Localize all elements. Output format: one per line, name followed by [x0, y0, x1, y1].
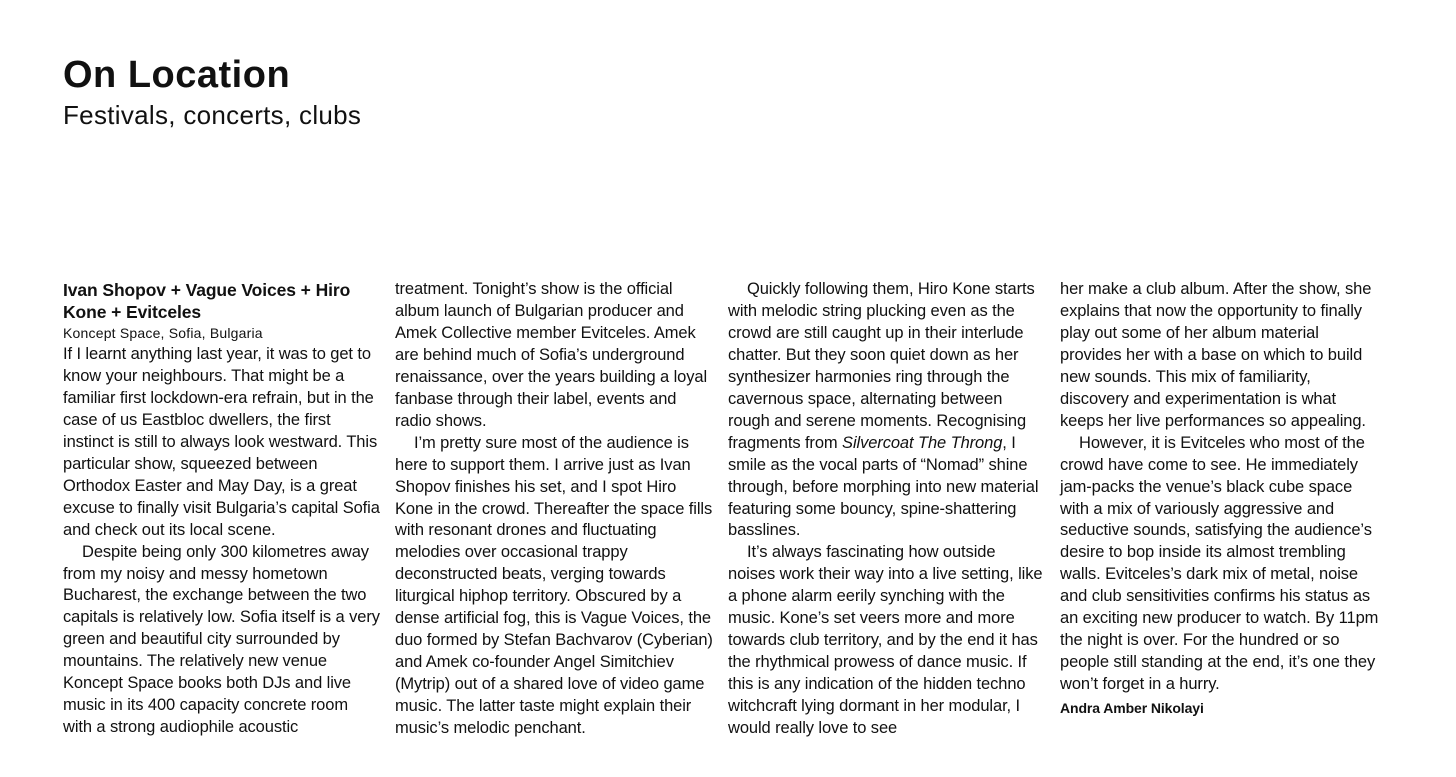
paragraph — [728, 279, 1046, 542]
article-column-1 — [63, 279, 381, 739]
paragraph: However, it is Evitceles who most of the crowd have come to see. He immediately jam-packs the venue’s black cube space with a mix of variously aggressive and seductive sounds, satisfying the audience’s desire to bop inside its almost trembling walls. Evitceles’s dark mix of metal, noise and club sensitivities confirms his status as an exciting new producer to watch. By 11pm the night is over. For the hundred or so people still standing at the end, it’s one they won’t forget in a hurry. — [1060, 433, 1379, 694]
paragraph-text: , I smile as the vocal parts of “Nomad” shine through, before morphing into new material featuring some bouncy, spine-shattering basslines. — [728, 433, 1039, 540]
article-column-3 — [728, 279, 1046, 740]
paragraph: I’m pretty sure most of the audience is here to support them. I arrive just as Ivan Shopov finishes his set, and I spot Hiro Kone in the crowd. Thereafter the space fills with resonant drones and fluctuating melodies over occasional trappy deconstructed beats, verging towards liturgical hiphop territory. Obscured by a dense artificial fog, this is Vague Voices, the duo formed by Stefan Bachvarov (Cyberian) and Amek co-founder Angel Simitchiev (Mytrip) out of a shared love of video game music. The latter taste might explain their music’s melodic penchant. — [395, 433, 713, 738]
article-column-2 — [395, 279, 713, 740]
section-subtitle: Festivals, concerts, clubs — [63, 100, 362, 130]
article-column-4 — [1060, 279, 1380, 720]
byline: Andra Amber Nikolayi — [1060, 700, 1204, 717]
review-venue: Koncept Space, Sofia, Bulgaria — [63, 325, 263, 341]
paragraph-continued: her make a club album. After the show, she explains that now the opportunity to finally play out some of her album material provides her with a base on which to build new sounds. This mix of familiarity, discovery and experimentation is what keeps her live performances so appealing. — [1060, 280, 1372, 430]
paragraph-continued: treatment. Tonight’s show is the official album launch of Bulgarian producer and Amek Collective member Evitceles. Amek are behind much of Sofia’s underground renaissance, over the years building a loyal fanbase through their label, events and radio shows. — [395, 280, 708, 430]
album-title: Silvercoat The Throng — [842, 433, 1003, 452]
paragraph: It’s always fascinating how outside noises work their way into a live setting, like a phone alarm eerily synching with the music. Kone’s set veers more and more towards club territory, and by the end it has the rhythmical prowess of dance music. If this is any indication of the hidden techno witchcraft lying dormant in her modular, I would really love to see — [728, 543, 1043, 738]
paragraph: If I learnt anything last year, it was to get to know your neighbours. That might be a familiar first lockdown-era refrain, but in the case of us Eastbloc dwellers, the first instinct is still to always look westward. This particular show, squeezed between Orthodox Easter and May Day, is a great excuse to finally visit Bulgaria’s capital Sofia and check out its local scene. — [63, 345, 380, 539]
review-heading: Ivan Shopov + Vague Voices + Hiro Kone + Evitceles — [63, 280, 351, 322]
section-title: On Location — [63, 54, 291, 96]
paragraph: Despite being only 300 kilometres away from my noisy and messy hometown Bucharest, the exchange between the two capitals is relatively low. Sofia itself is a very green and beautiful city surrounded by mountains. The relatively new venue Koncept Space books both DJs and live music in its 400 capacity concrete room with a strong audiophile acoustic — [63, 542, 380, 737]
paragraph-text: Quickly following them, Hiro Kone starts with melodic string plucking even as the crowd are still caught up in their interlude chatter. But they soon quiet down as her synthesizer harmonies ring through the cavernous space, alternating between rough and serene moments. Recognising fragments from — [728, 280, 1035, 452]
